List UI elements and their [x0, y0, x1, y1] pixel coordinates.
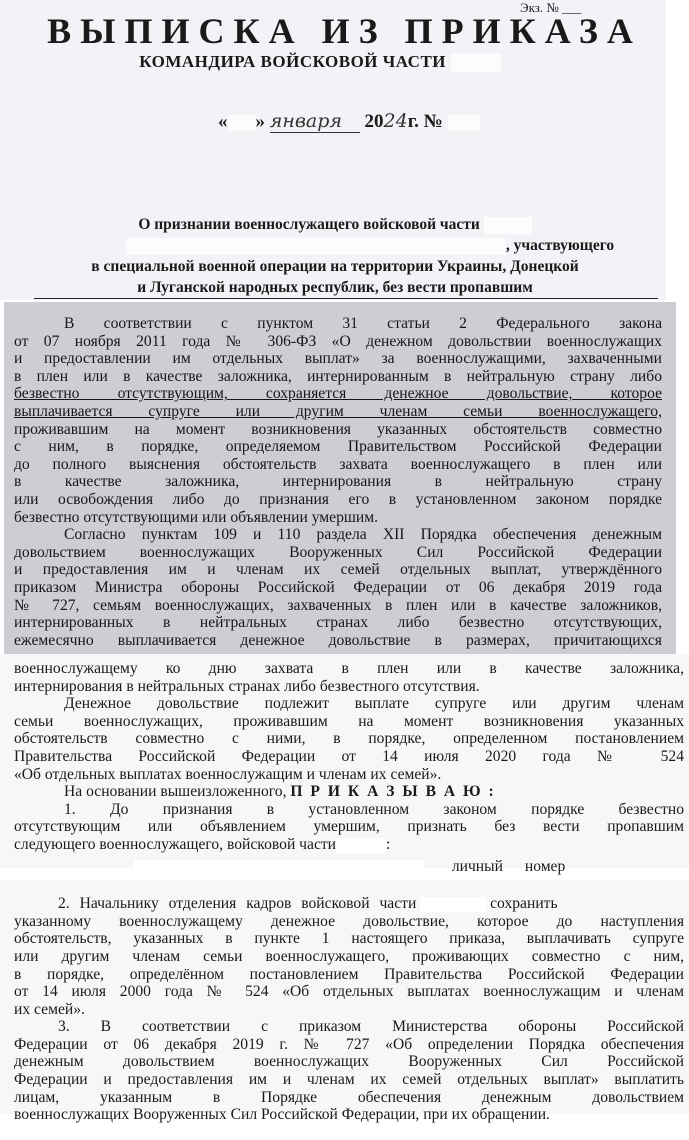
p1-line-underlined: выплачивается супруге или другим членам семьи военнослужащего, — [14, 402, 662, 420]
date-month: января — [270, 110, 360, 133]
item3-line: лицам, указанным в Порядке обеспечения денежным довольствием — [14, 1088, 684, 1106]
date-close-quote: » — [255, 111, 265, 132]
p1-line: в плен или в качестве заложника, интернированным в нейтральную страну либо — [14, 367, 662, 385]
p1-line-underlined: безвестно отсутствующим, сохраняется денежное довольствие, которое — [14, 385, 662, 403]
document-subtitle — [0, 52, 640, 72]
redacted-unit-number-3 — [336, 838, 386, 853]
item2-line-last: их семей». — [14, 1000, 85, 1018]
item2-first-text: 2. Начальнику отделения кадров войсковой части — [58, 895, 417, 913]
personal-number-line — [14, 858, 684, 876]
subtitle-text: КОМАНДИРА ВОЙСКОВОЙ ЧАСТИ — [139, 52, 447, 71]
p4-line: обстоятельств совместно с ними, в порядке, определенном постановлением — [14, 730, 684, 748]
item2-line: или другим членам семьи военнослужащего, проживающих совместно с ним, — [14, 947, 684, 965]
item1-colon: : — [386, 835, 391, 853]
directive-prefix: На основании вышеизложенного, — [64, 783, 287, 801]
subject-line-4: и Луганской народных республик, без вести пропавшим — [137, 279, 533, 296]
directive-order-word: П Р И К А З Ы В А Ю : — [290, 783, 496, 801]
p1-line: В соответствии с пунктом 31 статьи 2 Федерального закона — [64, 315, 662, 332]
order-date-line — [218, 110, 480, 133]
p2-line: приказом Министра обороны Российской Федерации от 06 декабря 2019 года — [14, 578, 662, 596]
p3-line: интернирования в нейтральных странах либо безвестного отсутствия. — [14, 677, 480, 695]
p1-line: от 07 ноября 2011 года № 306-ФЗ «О денежном довольствии военнослужащих — [14, 332, 662, 350]
item3-line: Федерации от 06 декабря 2019 г. № 727 «Об определении Порядка обеспечения — [14, 1035, 684, 1053]
item2-line: в порядке, определённом постановлением Правительства Российской Федерации — [14, 965, 684, 983]
p2-line: ежемесячно выплачивается денежное довольствие в размерах, причитающихся — [14, 631, 662, 649]
date-year-tail: г. № — [407, 111, 443, 132]
order-subject — [20, 214, 650, 298]
body-section-grey — [14, 315, 662, 649]
redacted-order-number — [448, 115, 480, 131]
item3-line-last: военнослужащих Вооруженных Сил Российской Федерации, при их обращении. — [14, 1106, 550, 1124]
p2-line: и предоставления им и членам их семей отдельных выплат, утверждённого — [14, 561, 662, 579]
body-section-lower — [14, 660, 684, 1124]
subject-line-2: , участвующего — [505, 237, 615, 254]
p1-line: проживавшим на момент возникновения указанных обстоятельств совместно — [14, 420, 662, 438]
subject-underline — [34, 298, 658, 299]
document-title: ВЫПИСКА ИЗ ПРИКАЗА — [47, 11, 642, 51]
item3-line: денежным довольствием военнослужащих Вооруженных Сил Российской — [14, 1053, 684, 1071]
item1-line: 1. До признания в установленном законом порядке безвестно — [64, 800, 684, 818]
order-directive — [14, 783, 684, 801]
redacted-unit-number — [451, 54, 501, 72]
p2-line: довольствием военнослужащих Вооруженных Сил Российской Федерации — [14, 543, 662, 561]
redacted-serviceman-name — [126, 238, 506, 255]
redacted-unit-number-2 — [484, 217, 532, 234]
item2-line: указанному военнослужащему денежное довольствие, которое до наступления — [14, 912, 684, 930]
date-year-suffix: 24 — [383, 110, 408, 132]
item2-first-tail: сохранить — [490, 895, 558, 913]
item2-line: обстоятельств, указанных в пункте 1 настоящего приказа, выплачивать супруге — [14, 930, 684, 948]
redacted-unit-number-4 — [420, 897, 486, 912]
item2-first-line — [14, 895, 684, 913]
date-year-prefix: 20 — [364, 111, 384, 132]
p4-line: Правительства Российской Федерации от 14 июля 2020 года № 524 — [14, 747, 684, 765]
copy-number: Экз. № ___ — [520, 0, 582, 15]
item1-line-text: следующего военнослужащего, войсковой части — [14, 835, 337, 853]
p1-line: и предоставлении им отдельных выплат» за военнослужащими, захваченными — [14, 350, 662, 368]
p1-line: безвестно отсутствующими или объявлении умершим. — [14, 508, 378, 526]
item1-line-last — [14, 836, 684, 854]
p1-line: в качестве заложника, интернирования в нейтральную страну — [14, 473, 662, 491]
subject-line-1: О признании военнослужащего войсковой части — [138, 216, 480, 233]
redacted-serviceman-details — [134, 860, 424, 874]
date-open-quote: « — [218, 111, 228, 132]
p4-line: семьи военнослужащих, проживавшим на момент возникновения указанных — [14, 712, 684, 730]
p2-line: Согласно пунктам 109 и 110 раздела XII Порядка обеспечения денежным — [64, 526, 662, 544]
subject-line-3: в специальной военной операции на территории Украины, Донецкой — [91, 258, 579, 275]
item1-line: отсутствующим или объявлением умершим, признать без вести пропавшим — [14, 818, 684, 836]
p1-line: до полного выяснения обстоятельств захвата военнослужащего в плен или — [14, 455, 662, 473]
personal-number-label: личный номер — [451, 857, 566, 875]
p4-line: «Об отдельных выплатах военнослужащим и членам их семей». — [14, 765, 442, 783]
p2-line: интернированных в нейтральных странах либо безвестно отсутствующих, — [14, 614, 662, 632]
item3-line: Федерации и предоставления им и членам их семей отдельных выплат» выплатить — [14, 1071, 684, 1089]
redacted-day — [228, 115, 256, 131]
p3-line: военнослужащему ко дню захвата в плен или в качестве заложника, — [14, 660, 684, 677]
p1-line: или освобождения либо до признания его в установленном законом порядке — [14, 490, 662, 508]
p2-line: № 727, семьям военнослужащих, захваченных в плен или в качестве заложников, — [14, 596, 662, 614]
p4-line: Денежное довольствие подлежит выплате супруге или другим членам — [64, 695, 684, 713]
item3-line: 3. В соответствии с приказом Министерства обороны Российской — [58, 1018, 684, 1036]
p1-line: с ним, в порядке, определяемом Правительством Российской Федерации — [14, 438, 662, 456]
item2-line: от 14 июля 2000 года № 524 «Об отдельных выплатах военнослужащим и членам — [14, 983, 684, 1001]
